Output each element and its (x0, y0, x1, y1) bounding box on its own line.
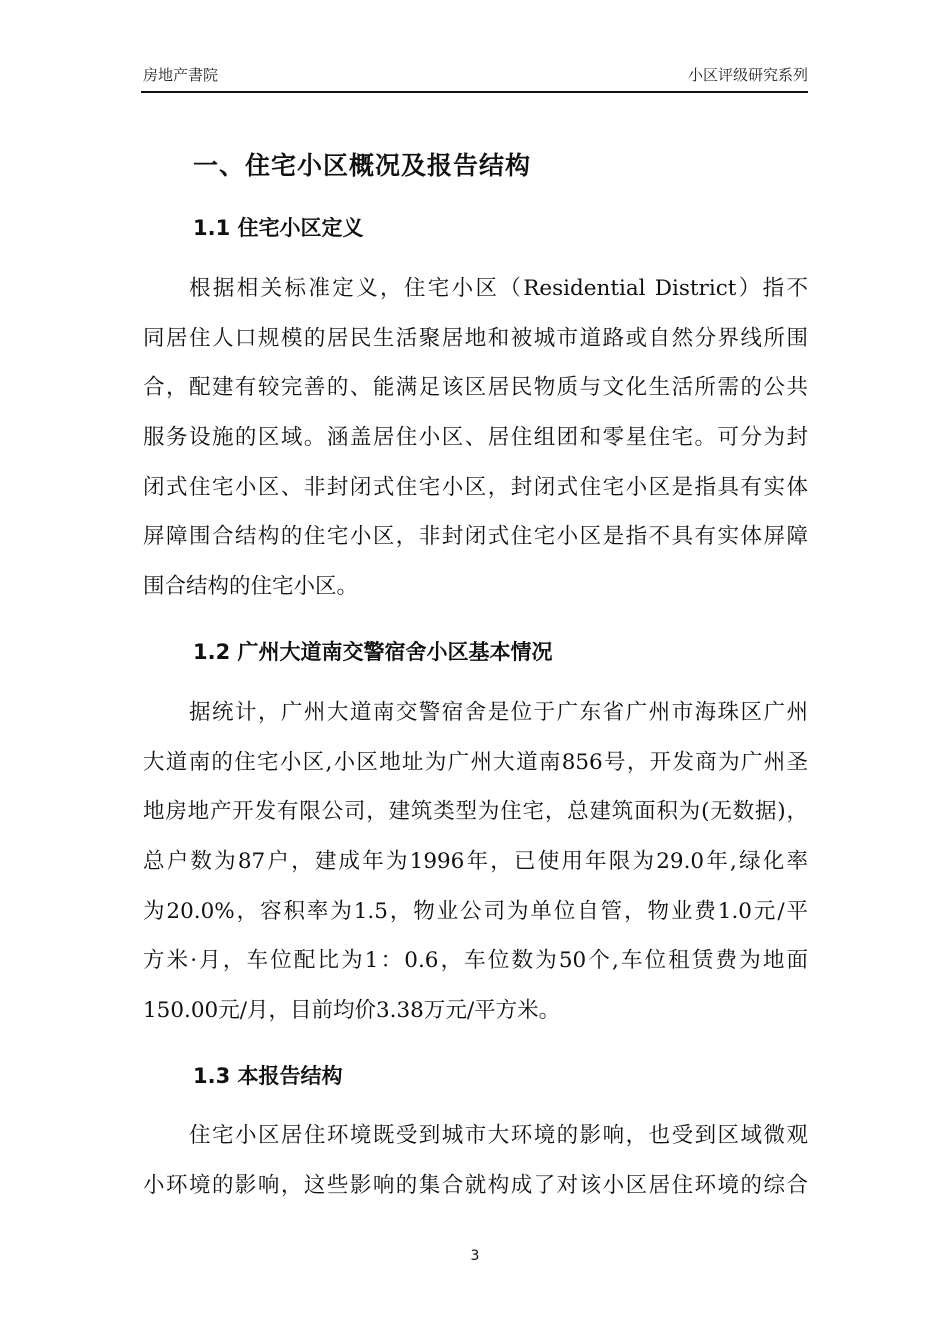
text-line: 据统计，广州大道南交警宿舍是位于广东省广州市海珠区广州 (189, 700, 808, 725)
header-rule (141, 91, 808, 93)
heading-1-2: 1.2 广州大道南交警宿舍小区基本情况 (193, 640, 553, 664)
text-line: 总户数为87户，建成年为1996年，已使用年限为29.0年,绿化率 (143, 849, 808, 875)
paragraph-1-2 (143, 701, 808, 1049)
text-line: 合，配建有较完善的、能满足该区居民物质与文化生活所需的公共 (143, 375, 808, 401)
text-line: 根据相关标准定义，住宅小区（Residential District）指不 (189, 276, 808, 301)
text-line: 大道南的住宅小区,小区地址为广州大道南856号，开发商为广州圣 (143, 749, 808, 775)
text-line: 闭式住宅小区、非封闭式住宅小区，封闭式住宅小区是指具有实体 (143, 474, 808, 500)
text-line: 方米·月，车位配比为1：0.6，车位数为50个,车位租赁费为地面 (143, 948, 808, 974)
heading-1-3: 1.3 本报告结构 (193, 1064, 343, 1088)
text-line: 服务设施的区域。涵盖居住小区、居住组团和零星住宅。可分为封 (143, 425, 808, 451)
paragraph-1-1 (143, 277, 808, 625)
text-line: 为20.0%，容积率为1.5，物业公司为单位自管，物业费1.0元/平 (143, 898, 808, 924)
page-number: 3 (470, 1248, 480, 1264)
header-left: 房地产書院 (143, 66, 219, 84)
text-line: 住宅小区居住环境既受到城市大环境的影响，也受到区域微观 (189, 1123, 808, 1148)
text-line: 同居住人口规模的居民生活聚居地和被城市道路或自然分界线所围 (143, 325, 808, 351)
heading-1-1: 1.1 住宅小区定义 (193, 216, 364, 240)
text-line: 围合结构的住宅小区。 (143, 574, 359, 600)
section-title: 一、住宅小区概况及报告结构 (193, 151, 532, 180)
text-line: 150.00元/月，目前均价3.38万元/平方米。 (143, 998, 561, 1024)
text-line: 地房地产开发有限公司，建筑类型为住宅，总建筑面积为(无数据)， (143, 799, 808, 825)
header-right: 小区评级研究系列 (687, 66, 808, 84)
text-line: 屏障围合结构的住宅小区，非封闭式住宅小区是指不具有实体屏障 (143, 524, 808, 550)
paragraph-1-3 (143, 1124, 808, 1223)
text-line: 小环境的影响，这些影响的集合就构成了对该小区居住环境的综合 (143, 1172, 808, 1198)
